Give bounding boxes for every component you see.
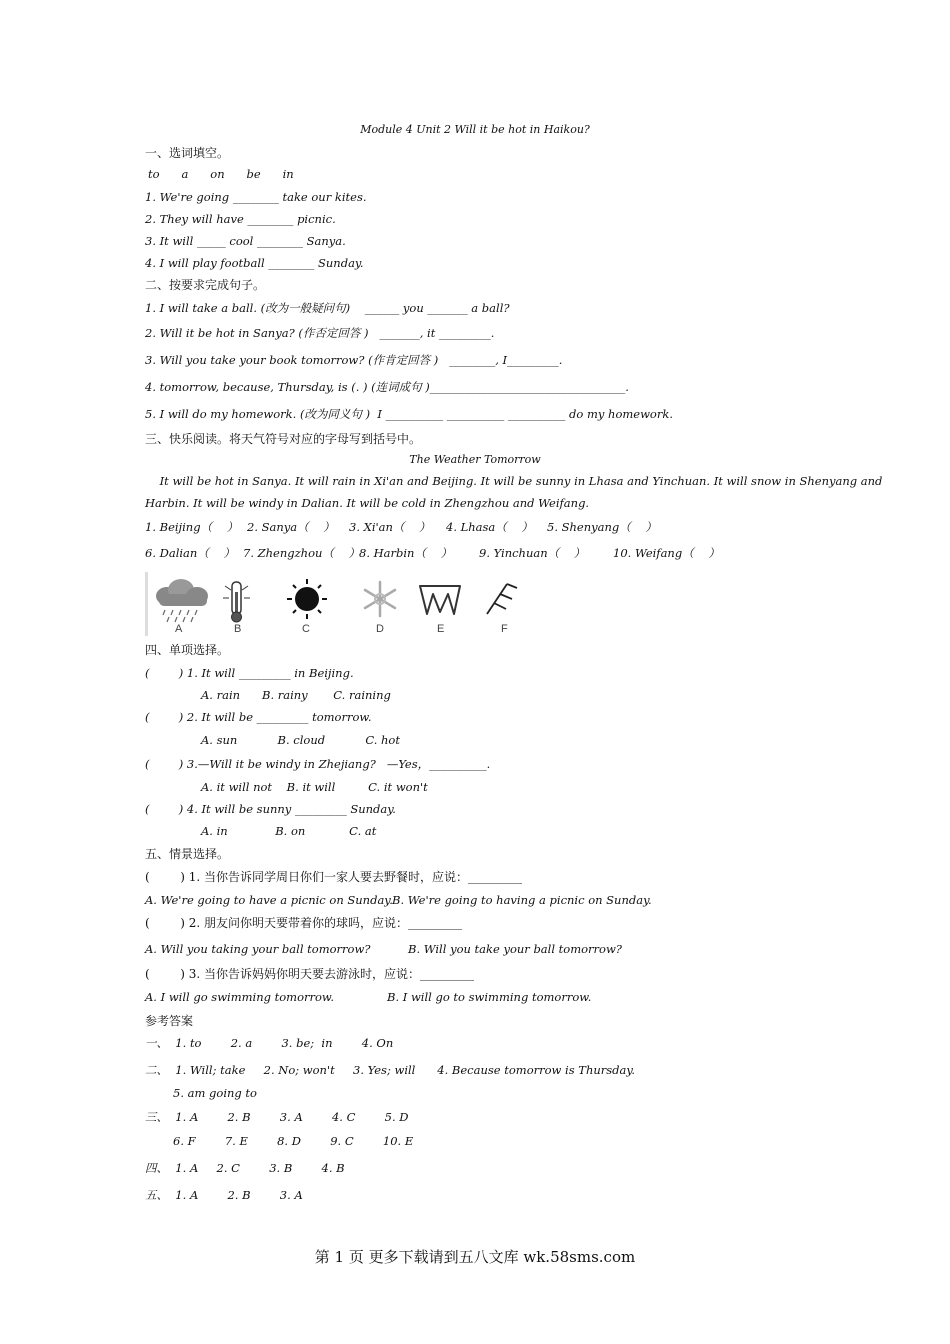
s5-question-3: ( ) 3. 当你告诉妈妈你明天要去游泳时，应说：_________ bbox=[145, 967, 474, 981]
answers-line-2: 二、 1. Will; take 2. No; won't 3. Yes; will 4. Because tomorrow is Thursday. bbox=[145, 1063, 635, 1077]
section-5-heading: 五、情景选择。 bbox=[145, 847, 230, 861]
answers-line-3b: 6. F 7. E 8. D 9. C 10. E bbox=[173, 1134, 414, 1148]
answers-line-3: 三、 1. A 2. B 3. A 4. C 5. D bbox=[145, 1110, 409, 1124]
page-title: Module 4 Unit 2 Will it be hot in Haikou? bbox=[360, 123, 590, 136]
s5-option-b: B. I will go to swimming tomorrow. bbox=[387, 990, 592, 1004]
city-item: 9. Yinchuan（ ） bbox=[479, 546, 586, 560]
word-bank: to a on be in bbox=[148, 167, 294, 181]
city-item: 7. Zhengzhou（ ） bbox=[243, 546, 361, 560]
city-item: 8. Harbin（ ） bbox=[359, 546, 453, 560]
s5-option-a: A. I will go swimming tomorrow. bbox=[145, 990, 335, 1004]
city-item: 10. Weifang（ ） bbox=[613, 546, 720, 560]
s1-question-3: 3. It will _____ cool ________ Sanya. bbox=[145, 234, 346, 248]
s5-question-2: ( ) 2. 朋友问你明天要带着你的球吗，应说：_________ bbox=[145, 916, 462, 930]
weather-icons-strip bbox=[145, 572, 535, 638]
page-footer: 第 1 页 更多下载请到五八文库 wk.58sms.com bbox=[314, 1248, 636, 1266]
weather-letter: B bbox=[234, 623, 242, 635]
s4-question-4: ( ) 4. It will be sunny _________ Sunday. bbox=[145, 802, 396, 816]
snowflake-icon bbox=[365, 582, 395, 616]
city-item: 1. Beijing（ ） bbox=[145, 520, 239, 534]
s2-question-2: 2. Will it be hot in Sanya? (作否定回答 ) _______, it _________. bbox=[145, 326, 495, 340]
answers-line-4: 四、 1. A 2. C 3. B 4. B bbox=[145, 1161, 345, 1175]
s2-question-5: 5. I will do my homework. (改为同义句 ) I __________ __________ __________ do my homework. bbox=[145, 407, 673, 421]
s4-question-2: ( ) 2. It will be _________ tomorrow. bbox=[145, 710, 372, 724]
answers-line-5: 五、 1. A 2. B 3. A bbox=[145, 1188, 303, 1202]
s2-question-1: 1. I will take a ball. (改为一般疑问句) ______ you _______ a ball? bbox=[145, 301, 510, 315]
answers-heading: 参考答案 bbox=[145, 1014, 194, 1028]
icicle-icon bbox=[420, 586, 460, 614]
city-item: 6. Dalian（ ） bbox=[145, 546, 235, 560]
s4-options-2: A. sun B. cloud C. hot bbox=[201, 733, 400, 747]
s2-question-3: 3. Will you take your book tomorrow? (作肯定回答 ) ________, I_________. bbox=[145, 353, 563, 367]
s1-question-4: 4. I will play football ________ Sunday. bbox=[145, 256, 364, 270]
s1-question-2: 2. They will have ________ picnic. bbox=[145, 212, 336, 226]
s5-option-a: A. Will you taking your ball tomorrow? bbox=[145, 942, 371, 956]
weather-letter: D bbox=[376, 623, 384, 635]
city-item: 5. Shenyang（ ） bbox=[547, 520, 657, 534]
s5-option-b: B. We're going to having a picnic on Sunday. bbox=[392, 893, 652, 907]
s1-question-1: 1. We're going ________ take our kites. bbox=[145, 190, 367, 204]
weather-letter: C bbox=[302, 623, 310, 635]
wind-flag-icon bbox=[487, 584, 517, 614]
city-item: 4. Lhasa（ ） bbox=[446, 520, 533, 534]
section-2-heading: 二、按要求完成句子。 bbox=[145, 278, 266, 292]
rain-cloud-icon bbox=[156, 579, 208, 622]
s5-option-b: B. Will you take your ball tomorrow? bbox=[408, 942, 622, 956]
city-item: 2. Sanya（ ） bbox=[247, 520, 335, 534]
thermometer-icon bbox=[223, 582, 250, 622]
city-item: 3. Xi'an（ ） bbox=[349, 520, 431, 534]
weather-letter: A bbox=[175, 623, 183, 635]
sun-icon bbox=[287, 579, 327, 619]
answers-line-1: 一、 1. to 2. a 3. be; in 4. On bbox=[145, 1036, 394, 1050]
s4-question-1: ( ) 1. It will _________ in Beijing. bbox=[145, 666, 354, 680]
passage-line-1: It will be hot in Sanya. It will rain in Xi'an and Beijing. It will be sunny in Lhasa and Yinchuan. It will snow in Shenyang and bbox=[145, 474, 883, 488]
s4-options-3: A. it will not B. it will C. it won't bbox=[201, 780, 428, 794]
s5-question-1: ( ) 1. 当你告诉同学周日你们一家人要去野餐时，应说：_________ bbox=[145, 870, 522, 884]
s4-options-1: A. rain B. rainy C. raining bbox=[201, 688, 391, 702]
section-4-heading: 四、单项选择。 bbox=[145, 643, 230, 657]
s4-options-4: A. in B. on C. at bbox=[201, 824, 377, 838]
section-3-heading: 三、快乐阅读。将天气符号对应的字母写到括号中。 bbox=[145, 432, 422, 446]
passage-title: The Weather Tomorrow bbox=[409, 453, 541, 466]
answers-line-2b: 5. am going to bbox=[173, 1086, 257, 1100]
section-1-heading: 一、选词填空。 bbox=[145, 146, 230, 160]
weather-letter: E bbox=[437, 623, 445, 635]
weather-letter: F bbox=[501, 623, 508, 635]
s2-question-4: 4. tomorrow, because, Thursday, is (. ) (连词成句 )__________________________________. bbox=[145, 380, 629, 394]
s4-question-3: ( ) 3.—Will it be windy in Zhejiang? —Yes，__________. bbox=[145, 757, 491, 771]
s5-option-a: A. We're going to have a picnic on Sunday. bbox=[145, 893, 393, 907]
passage-line-2: Harbin. It will be windy in Dalian. It will be cold in Zhengzhou and Weifang. bbox=[145, 496, 590, 510]
